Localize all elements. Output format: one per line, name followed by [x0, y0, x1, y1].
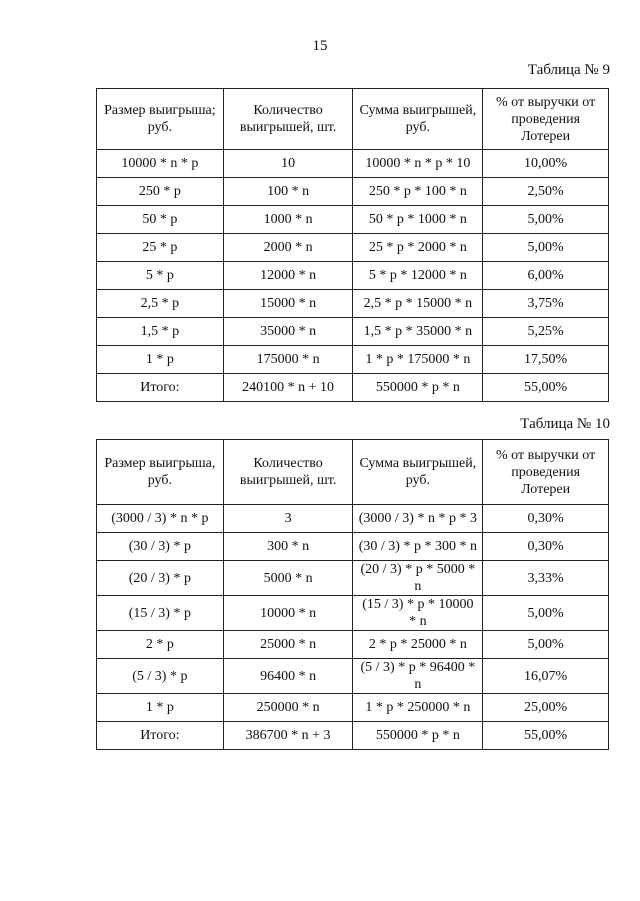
table-row — [97, 262, 609, 290]
cell-prize-count: 300 * n — [223, 533, 353, 561]
cell-prize-count: 175000 * n — [223, 346, 353, 374]
cell-revenue-percent: 5,00% — [483, 596, 609, 631]
table-header-row — [97, 440, 609, 505]
cell-prize-size: 10000 * n * p — [97, 150, 224, 178]
cell-prize-count: 100 * n — [223, 178, 353, 206]
cell-prize-count: 35000 * n — [223, 318, 353, 346]
header-revenue-percent: % от выручки от проведения Лотереи — [483, 89, 609, 150]
cell-prize-sum: 25 * p * 2000 * n — [353, 234, 483, 262]
cell-prize-size: Итого: — [97, 374, 224, 402]
header-prize-count: Количество выигрышей, шт. — [223, 440, 353, 505]
cell-prize-size: 2,5 * p — [97, 290, 224, 318]
prize-table-9 — [96, 88, 609, 402]
table-row — [97, 533, 609, 561]
cell-revenue-percent: 2,50% — [483, 178, 609, 206]
table-header-row — [97, 89, 609, 150]
cell-revenue-percent: 3,33% — [483, 561, 609, 596]
cell-prize-count: 5000 * n — [223, 561, 353, 596]
cell-prize-count: 386700 * n + 3 — [223, 722, 353, 750]
cell-prize-sum: 550000 * p * n — [353, 374, 483, 402]
cell-prize-size: 2 * p — [97, 631, 224, 659]
table-row — [97, 659, 609, 694]
header-prize-count: Количество выигрышей, шт. — [223, 89, 353, 150]
table-row — [97, 290, 609, 318]
cell-prize-count: 250000 * n — [223, 694, 353, 722]
cell-revenue-percent: 10,00% — [483, 150, 609, 178]
cell-revenue-percent: 25,00% — [483, 694, 609, 722]
table-row — [97, 206, 609, 234]
cell-prize-size: (20 / 3) * p — [97, 561, 224, 596]
cell-prize-sum: 50 * p * 1000 * n — [353, 206, 483, 234]
header-revenue-percent: % от выручки от проведения Лотереи — [483, 440, 609, 505]
table-row — [97, 631, 609, 659]
cell-revenue-percent: 5,25% — [483, 318, 609, 346]
cell-prize-size: 50 * p — [97, 206, 224, 234]
cell-prize-sum: 10000 * n * p * 10 — [353, 150, 483, 178]
cell-revenue-percent: 55,00% — [483, 374, 609, 402]
cell-revenue-percent: 5,00% — [483, 206, 609, 234]
table-row — [97, 234, 609, 262]
cell-prize-count: 10 — [223, 150, 353, 178]
cell-prize-sum: (5 / 3) * p * 96400 * n — [353, 659, 483, 694]
cell-prize-sum: 5 * p * 12000 * n — [353, 262, 483, 290]
cell-prize-size: 5 * p — [97, 262, 224, 290]
cell-prize-sum: 550000 * p * n — [353, 722, 483, 750]
table-row — [97, 374, 609, 402]
table-row — [97, 596, 609, 631]
cell-revenue-percent: 0,30% — [483, 533, 609, 561]
cell-prize-sum: 1,5 * p * 35000 * n — [353, 318, 483, 346]
table-row — [97, 150, 609, 178]
cell-prize-count: 96400 * n — [223, 659, 353, 694]
table-9-caption: Таблица № 9 — [527, 62, 610, 78]
cell-revenue-percent: 17,50% — [483, 346, 609, 374]
cell-prize-count: 240100 * n + 10 — [223, 374, 353, 402]
table-row — [97, 178, 609, 206]
cell-prize-sum: 2,5 * p * 15000 * n — [353, 290, 483, 318]
cell-prize-size: 25 * p — [97, 234, 224, 262]
cell-prize-size: (5 / 3) * p — [97, 659, 224, 694]
cell-revenue-percent: 5,00% — [483, 631, 609, 659]
cell-revenue-percent: 55,00% — [483, 722, 609, 750]
cell-prize-sum: (30 / 3) * p * 300 * n — [353, 533, 483, 561]
cell-prize-size: (30 / 3) * p — [97, 533, 224, 561]
table-row — [97, 318, 609, 346]
table-row — [97, 505, 609, 533]
cell-prize-size: 1 * p — [97, 346, 224, 374]
header-prize-sum: Сумма выигрышей, руб. — [353, 440, 483, 505]
cell-prize-count: 25000 * n — [223, 631, 353, 659]
cell-prize-size: (3000 / 3) * n * p — [97, 505, 224, 533]
cell-prize-count: 15000 * n — [223, 290, 353, 318]
table-row — [97, 722, 609, 750]
cell-prize-count: 1000 * n — [223, 206, 353, 234]
table-row — [97, 346, 609, 374]
cell-revenue-percent: 6,00% — [483, 262, 609, 290]
page-number: 15 — [312, 38, 328, 54]
cell-prize-size: (15 / 3) * p — [97, 596, 224, 631]
header-prize-size: Размер выигрыша; руб. — [97, 89, 224, 150]
cell-prize-count: 12000 * n — [223, 262, 353, 290]
cell-prize-count: 3 — [223, 505, 353, 533]
cell-prize-sum: 1 * p * 250000 * n — [353, 694, 483, 722]
cell-prize-sum: 2 * p * 25000 * n — [353, 631, 483, 659]
cell-revenue-percent: 5,00% — [483, 234, 609, 262]
cell-prize-sum: 250 * p * 100 * n — [353, 178, 483, 206]
cell-prize-size: Итого: — [97, 722, 224, 750]
cell-prize-sum: 1 * p * 175000 * n — [353, 346, 483, 374]
header-prize-sum: Сумма выигрышей, руб. — [353, 89, 483, 150]
table-10-caption: Таблица № 10 — [520, 416, 610, 432]
cell-prize-sum: (3000 / 3) * n * p * 3 — [353, 505, 483, 533]
header-prize-size: Размер выигрыша, руб. — [97, 440, 224, 505]
cell-prize-size: 1 * p — [97, 694, 224, 722]
cell-prize-sum: (20 / 3) * p * 5000 * n — [353, 561, 483, 596]
cell-revenue-percent: 0,30% — [483, 505, 609, 533]
cell-prize-size: 250 * p — [97, 178, 224, 206]
table-row — [97, 694, 609, 722]
cell-prize-sum: (15 / 3) * p * 10000 * n — [353, 596, 483, 631]
cell-revenue-percent: 16,07% — [483, 659, 609, 694]
cell-revenue-percent: 3,75% — [483, 290, 609, 318]
table-row — [97, 561, 609, 596]
cell-prize-count: 2000 * n — [223, 234, 353, 262]
cell-prize-count: 10000 * n — [223, 596, 353, 631]
cell-prize-size: 1,5 * p — [97, 318, 224, 346]
prize-table-10 — [96, 439, 609, 750]
